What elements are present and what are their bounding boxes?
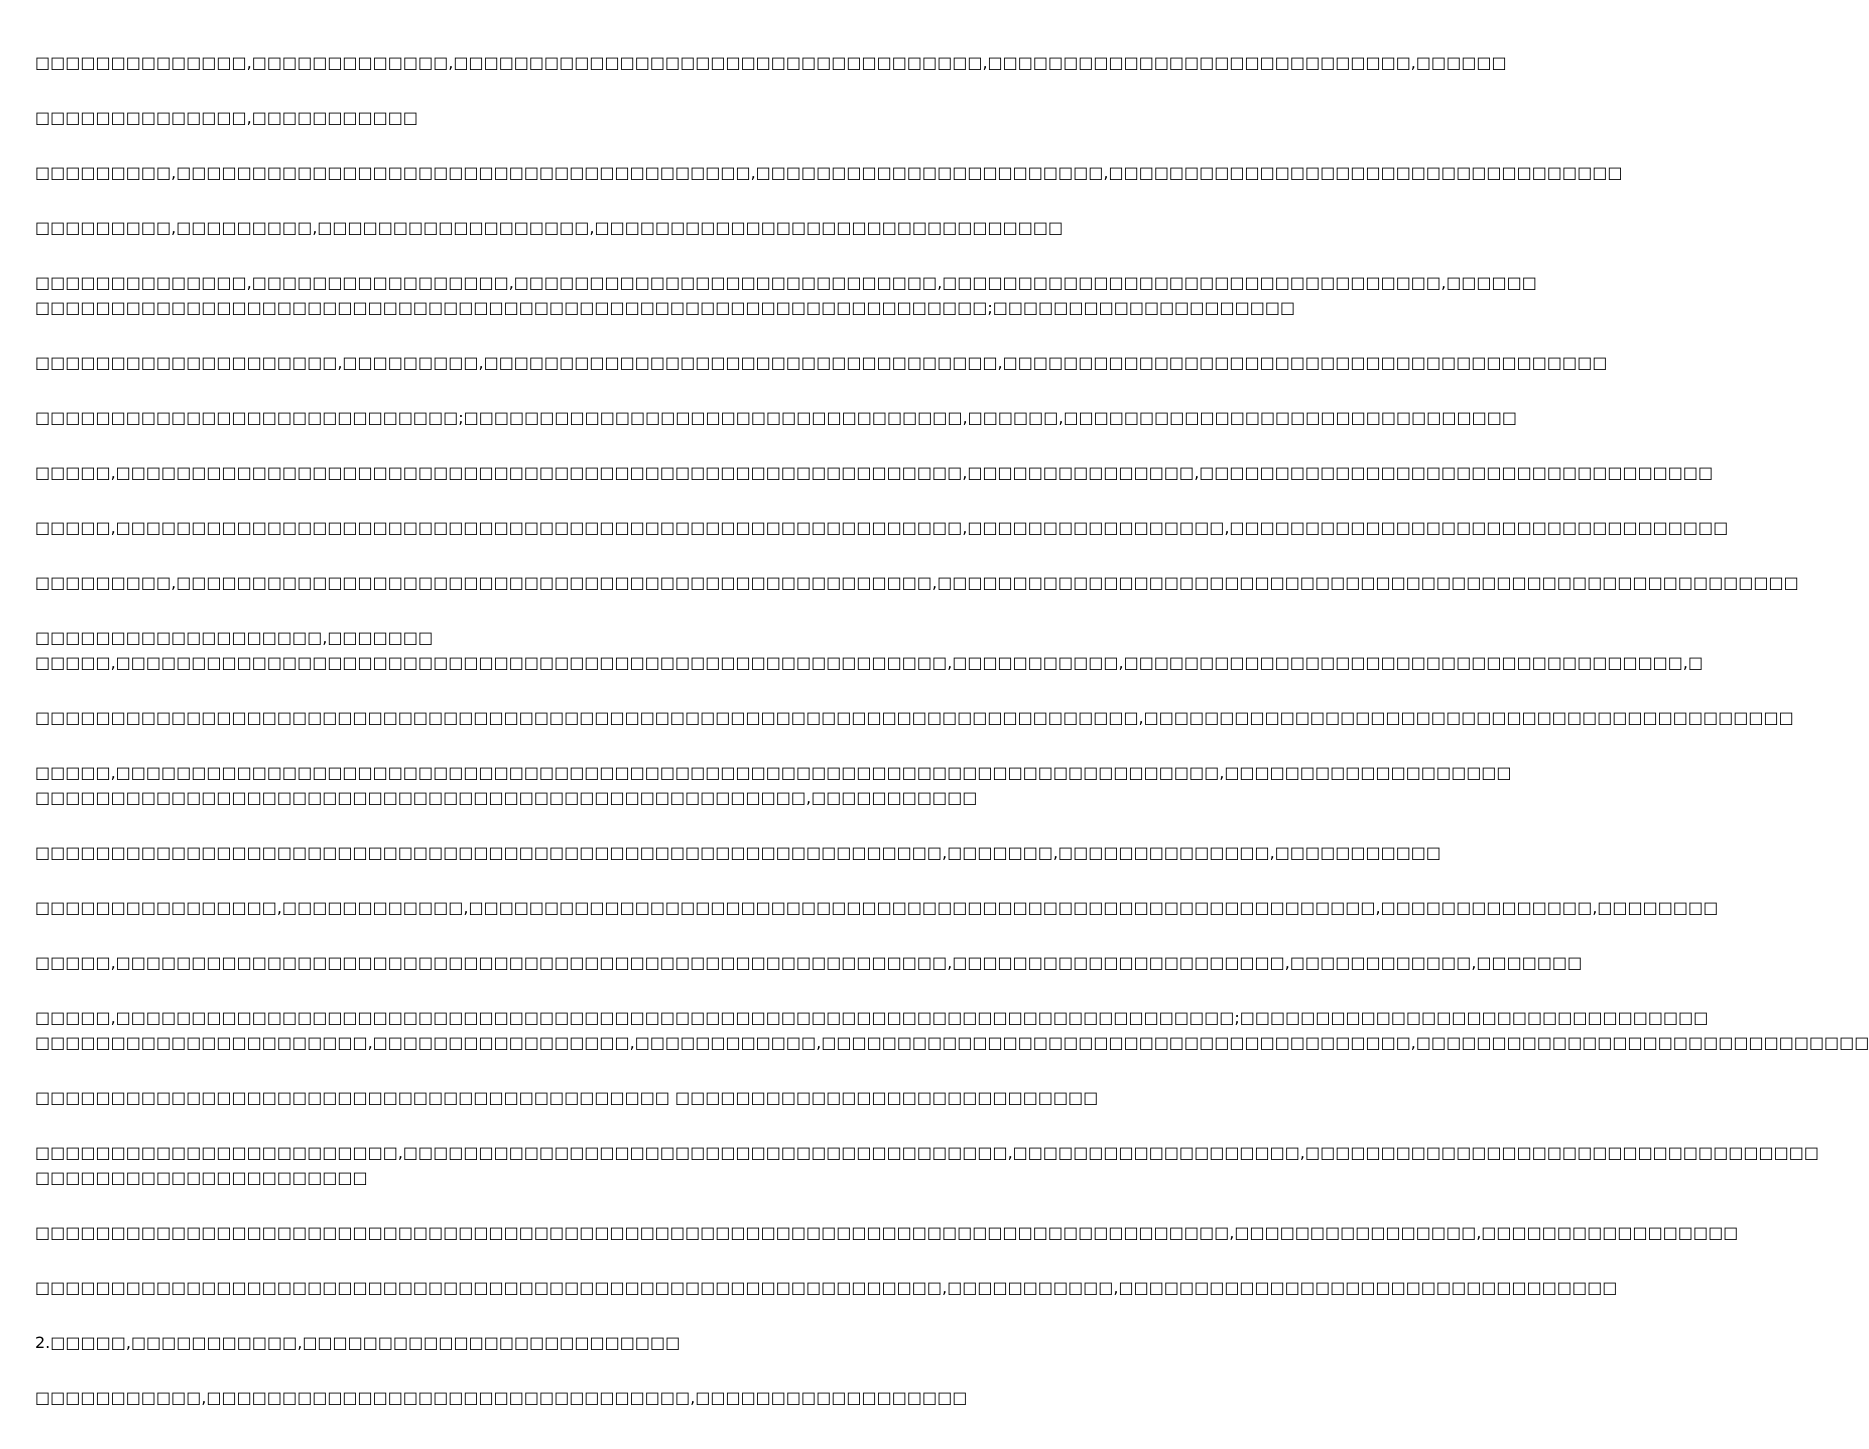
text-line-28: □□□□□□□□□□□,□□□□□□□□□□□□□□□□□□□□□□□□□□□□□□□□,□□□□□□□□□□□□□□□□□□ — [35, 1388, 968, 1407]
text-line-19: □□□□□,□□□□□□□□□□□□□□□□□□□□□□□□□□□□□□□□□□□□□□□□□□□□□□□□□□□□□□□,□□□□□□□□□□□□□□□□□□□□□□,□□□□□□□□□□□□,□□□□□□□ — [35, 953, 1583, 972]
text-line-5: □□□□□□□□□□□□□□,□□□□□□□□□□□□□□□□□,□□□□□□□□□□□□□□□□□□□□□□□□□□□□,□□□□□□□□□□□□□□□□□□□□□□□□□□□□□□□□□,□□□□□□ — [35, 273, 1537, 292]
text-line-12: □□□□□□□□□□□□□□□□□□□,□□□□□□□ — [35, 628, 434, 647]
text-line-26: □□□□□□□□□□□□□□□□□□□□□□□□□□□□□□□□□□□□□□□□□□□□□□□□□□□□□□□□□□□□,□□□□□□□□□□□,□□□□□□□□□□□□□□□□□□□□□□□□□□□□□□□□□ — [35, 1278, 1618, 1297]
text-line-16: □□□□□□□□□□□□□□□□□□□□□□□□□□□□□□□□□□□□□□□□□□□□□□□□□□□,□□□□□□□□□□□ — [35, 788, 978, 807]
text-line-24: □□□□□□□□□□□□□□□□□□□□□□ — [35, 1168, 368, 1187]
text-line-15: □□□□□,□□□□□□□□□□□□□□□□□□□□□□□□□□□□□□□□□□□□□□□□□□□□□□□□□□□□□□□□□□□□□□□□□□□□□□□□□,□□□□□□□□□□□□□□□□□□□ — [35, 763, 1512, 782]
text-line-7: □□□□□□□□□□□□□□□□□□□□,□□□□□□□□□,□□□□□□□□□□□□□□□□□□□□□□□□□□□□□□□□□□,□□□□□□□□□□□□□□□□□□□□□□□□□□□□□□□□□□□□□□□□ — [35, 353, 1608, 372]
text-line-25: □□□□□□□□□□□□□□□□□□□□□□□□□□□□□□□□□□□□□□□□□□□□□□□□□□□□□□□□□□□□□□□□□□□□□□□□□□□□□□□,□□□□□□□□□□□□□□□□,□□□□□□□□□□□□□□□□□ — [35, 1223, 1739, 1242]
text-line-18: □□□□□□□□□□□□□□□□,□□□□□□□□□□□□,□□□□□□□□□□□□□□□□□□□□□□□□□□□□□□□□□□□□□□□□□□□□□□□□□□□□□□□□□□□□,□□□□□□□□□□□□□□,□□□□□□□□ — [35, 898, 1719, 917]
text-line-14: □□□□□□□□□□□□□□□□□□□□□□□□□□□□□□□□□□□□□□□□□□□□□□□□□□□□□□□□□□□□□□□□□□□□□□□□□,□□□□□□□□□□□□□□□□□□□□□□□□□□□□□□□□□□□□□□□□□□□ — [35, 708, 1794, 727]
text-line-21: □□□□□□□□□□□□□□□□□□□□□□,□□□□□□□□□□□□□□□□□,□□□□□□□□□□□□,□□□□□□□□□□□□□□□□□□□□□□□□□□□□□□□□□□□□□□□,□□□□□□□□□□□□□□□□□□□□□□□□□□□□□□ — [35, 1033, 1869, 1052]
text-line-10: □□□□□,□□□□□□□□□□□□□□□□□□□□□□□□□□□□□□□□□□□□□□□□□□□□□□□□□□□□□□□□,□□□□□□□□□□□□□□□□□,□□□□□□□□□□□□□□□□□□□□□□□□□□□□□□□□□ — [35, 518, 1729, 537]
text-line-1: □□□□□□□□□□□□□□,□□□□□□□□□□□□□,□□□□□□□□□□□□□□□□□□□□□□□□□□□□□□□□□□□,□□□□□□□□□□□□□□□□□□□□□□□□□□□□,□□□□□□ — [35, 53, 1507, 72]
text-line-2: □□□□□□□□□□□□□□,□□□□□□□□□□□ — [35, 108, 419, 127]
text-line-11: □□□□□□□□□,□□□□□□□□□□□□□□□□□□□□□□□□□□□□□□□□□□□□□□□□□□□□□□□□□□,□□□□□□□□□□□□□□□□□□□□□□□□□□□□□□□□□□□□□□□□□□□□□□□□□□□□□□□□□ — [35, 573, 1799, 592]
text-line-17: □□□□□□□□□□□□□□□□□□□□□□□□□□□□□□□□□□□□□□□□□□□□□□□□□□□□□□□□□□□□,□□□□□□□,□□□□□□□□□□□□□□,□□□□□□□□□□□ — [35, 843, 1442, 862]
text-line-9: □□□□□,□□□□□□□□□□□□□□□□□□□□□□□□□□□□□□□□□□□□□□□□□□□□□□□□□□□□□□□□,□□□□□□□□□□□□□□□,□□□□□□□□□□□□□□□□□□□□□□□□□□□□□□□□□□ — [35, 463, 1714, 482]
text-line-6: □□□□□□□□□□□□□□□□□□□□□□□□□□□□□□□□□□□□□□□□□□□□□□□□□□□□□□□□□□□□□□□;□□□□□□□□□□□□□□□□□□□□ — [35, 298, 1296, 317]
text-line-22: □□□□□□□□□□□□□□□□□□□□□□□□□□□□□□□□□□□□□□□□□□ □□□□□□□□□□□□□□□□□□□□□□□□□□□□ — [35, 1088, 1099, 1107]
text-line-8: □□□□□□□□□□□□□□□□□□□□□□□□□□□□;□□□□□□□□□□□□□□□□□□□□□□□□□□□□□□□□□,□□□□□□,□□□□□□□□□□□□□□□□□□□□□□□□□□□□□□ — [35, 408, 1517, 427]
text-line-27: 2.□□□□□,□□□□□□□□□□□,□□□□□□□□□□□□□□□□□□□□□□□□□ — [35, 1333, 681, 1352]
text-line-20: □□□□□,□□□□□□□□□□□□□□□□□□□□□□□□□□□□□□□□□□□□□□□□□□□□□□□□□□□□□□□□□□□□□□□□□□□□□□□□□□;□□□□□□□□□□□□□□□□□□□□□□□□□□□□□□□ — [35, 1008, 1709, 1027]
text-line-13: □□□□□,□□□□□□□□□□□□□□□□□□□□□□□□□□□□□□□□□□□□□□□□□□□□□□□□□□□□□□□,□□□□□□□□□□□,□□□□□□□□□□□□□□□□□□□□□□□□□□□□□□□□□□□□□,□ — [35, 653, 1704, 672]
text-line-4: □□□□□□□□□,□□□□□□□□□,□□□□□□□□□□□□□□□□□□,□□□□□□□□□□□□□□□□□□□□□□□□□□□□□□□ — [35, 218, 1064, 237]
text-line-3: □□□□□□□□□,□□□□□□□□□□□□□□□□□□□□□□□□□□□□□□□□□□□□□□,□□□□□□□□□□□□□□□□□□□□□□□,□□□□□□□□□□□□□□□□□□□□□□□□□□□□□□□□□□ — [35, 163, 1623, 182]
text-line-23: □□□□□□□□□□□□□□□□□□□□□□□□,□□□□□□□□□□□□□□□□□□□□□□□□□□□□□□□□□□□□□□□□,□□□□□□□□□□□□□□□□□□□,□□□□□□□□□□□□□□□□□□□□□□□□□□□□□□□□□□ — [35, 1143, 1819, 1162]
